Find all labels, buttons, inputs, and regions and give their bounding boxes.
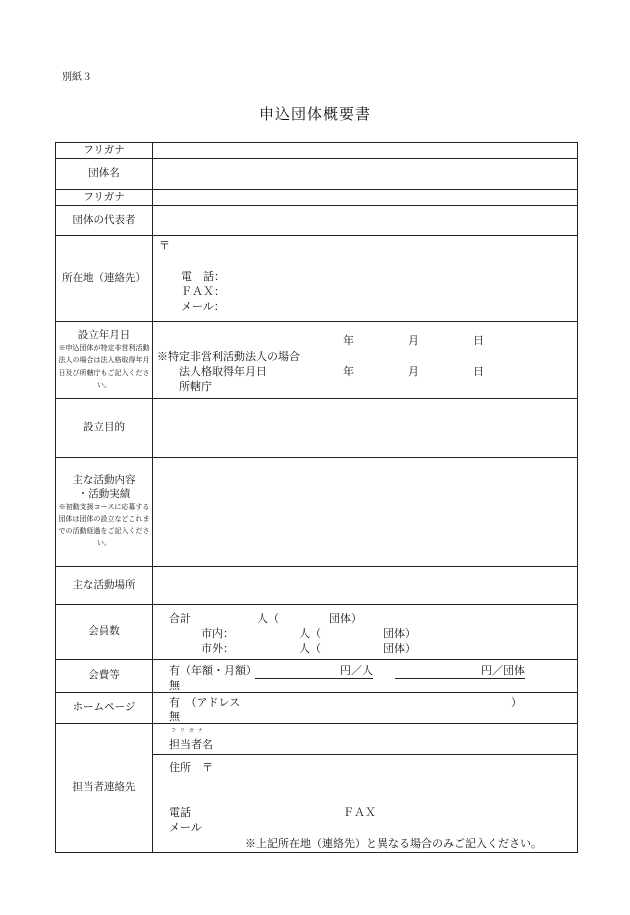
npo-note: ※特定非営利活動法人の場合 — [157, 350, 300, 363]
mail-label: メール： — [181, 300, 225, 313]
contact-address-label: 住所 〒 — [169, 761, 213, 774]
application-form-table — [55, 142, 578, 853]
homepage-label: ホームページ — [56, 693, 153, 724]
address-label: 所在地（連絡先） — [56, 236, 153, 322]
month-label-2: 月 — [408, 365, 419, 378]
document-title: 申込団体概要書 — [258, 105, 371, 123]
established-note: ※申込団体が特定非営利活動法人の場合は法人格取得年月日及び所轄庁もご記入ください。 — [58, 344, 150, 389]
total-groups: 団体） — [329, 612, 362, 625]
fees-label: 会費等 — [56, 660, 153, 693]
total-people: 人（ — [257, 612, 279, 625]
contact-note: ※上記所在地（連絡先）と異なる場合のみご記入ください。 — [245, 837, 542, 850]
purpose-label: 設立目的 — [56, 399, 153, 458]
contact-fax-label: ＦＡＸ — [343, 806, 376, 819]
city-in-groups: 団体） — [383, 627, 416, 640]
year-label-2: 年 — [343, 365, 354, 378]
homepage-no: 無 — [169, 710, 180, 723]
city-out-label: 市外： — [201, 642, 234, 655]
year-label: 年 — [343, 334, 354, 347]
furigana-field-2[interactable] — [153, 190, 578, 206]
authority-label: 所轄庁 — [179, 380, 212, 393]
activities-label: 主な活動内容 — [72, 474, 136, 487]
members-field[interactable] — [153, 605, 578, 660]
activities-field[interactable] — [153, 458, 578, 567]
fax-label: ＦＡＸ： — [181, 285, 225, 298]
address-field[interactable] — [153, 236, 578, 322]
fee-per-group: 円／団体 — [395, 662, 525, 679]
city-out-people: 人（ — [299, 642, 321, 655]
established-label: 設立年月日 — [77, 328, 131, 341]
established-label-cell — [56, 322, 153, 399]
contact-field[interactable] — [153, 724, 578, 853]
postal-mark: 〒 — [159, 239, 170, 252]
contact-divider — [153, 754, 577, 755]
fee-per-person: 円／人 — [255, 662, 373, 679]
activities-label-cell — [56, 458, 153, 567]
city-out-groups: 団体） — [383, 642, 416, 655]
furigana-label-2: フリガナ — [56, 190, 153, 206]
furigana-label: フリガナ — [56, 143, 153, 159]
activity-place-label: 主な活動場所 — [56, 567, 153, 605]
purpose-field[interactable] — [153, 399, 578, 458]
homepage-field[interactable] — [153, 693, 578, 724]
contact-mail-label: メール — [169, 821, 202, 834]
representative-field[interactable] — [153, 206, 578, 236]
contact-furigana: フリガナ — [171, 728, 207, 734]
city-in-label: 市内： — [201, 627, 234, 640]
contact-person-label: 担当者名 — [169, 738, 213, 751]
furigana-field[interactable] — [153, 143, 578, 159]
day-label: 日 — [473, 334, 484, 347]
fees-no: 無 — [169, 679, 180, 692]
total-label: 合計 — [169, 612, 191, 625]
established-field[interactable] — [153, 322, 578, 399]
fees-yes: 有（年額・月額） — [169, 664, 257, 677]
org-name-label: 団体名 — [56, 159, 153, 190]
members-label: 会員数 — [56, 605, 153, 660]
homepage-close: ） — [511, 696, 522, 709]
city-in-people: 人（ — [299, 627, 321, 640]
representative-label: 団体の代表者 — [56, 206, 153, 236]
activities-label-2: ・活動実績 — [77, 487, 131, 500]
phone-label: 電 話： — [181, 270, 225, 283]
annex-label: 別紙３ — [62, 72, 92, 83]
homepage-yes: 有 （アドレス — [169, 696, 241, 709]
contact-phone-label: 電話 — [169, 806, 191, 819]
activity-place-field[interactable] — [153, 567, 578, 605]
fees-field[interactable] — [153, 660, 578, 693]
month-label: 月 — [408, 334, 419, 347]
org-name-field[interactable] — [153, 159, 578, 190]
contact-label: 担当者連絡先 — [56, 724, 153, 853]
activities-note: ※初動支援コースに応募する団体は団体の設立などこれまでの活動経過をご記入ください。 — [58, 502, 150, 548]
corp-date-label: 法人格取得年月日 — [179, 365, 267, 378]
day-label-2: 日 — [473, 365, 484, 378]
